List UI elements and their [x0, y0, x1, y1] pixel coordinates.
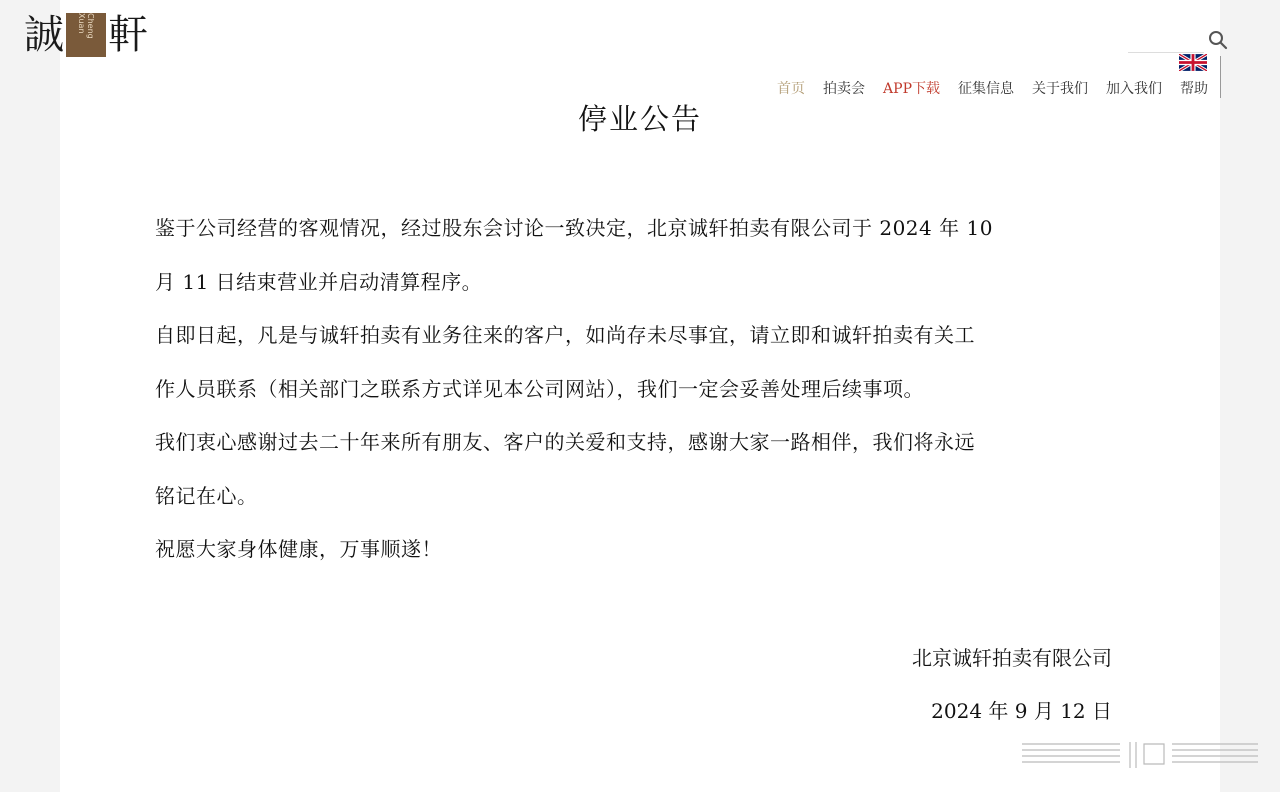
logo-char-left: 誠 [24, 12, 64, 58]
nav-about[interactable]: 关于我们 [1032, 81, 1088, 97]
nav-consignment[interactable]: 征集信息 [958, 81, 1014, 97]
signature-block [912, 632, 1112, 738]
nav-auctions[interactable]: 拍卖会 [823, 81, 866, 97]
search-icon[interactable] [1208, 30, 1228, 50]
decorative-lines [1022, 740, 1258, 772]
notice-line: 祝愿大家身体健康，万事顺遂！ [155, 537, 442, 561]
signature-company: 北京诚轩拍卖有限公司 [912, 646, 1112, 670]
uk-flag-icon[interactable] [1179, 54, 1207, 71]
logo-char-right: 軒 [108, 12, 148, 58]
nav-help[interactable]: 帮助 [1180, 81, 1208, 97]
logo-seal-text: Cheng Xuan [77, 13, 95, 39]
main-nav [777, 78, 1208, 98]
logo[interactable] [24, 10, 148, 60]
header-divider [1220, 56, 1221, 98]
notice-line: 鉴于公司经营的客观情况，经过股东会讨论一致决定，北京诚轩拍卖有限公司于 2024 年 10 [155, 216, 993, 240]
search-input[interactable] [1128, 52, 1204, 53]
page-title: 停业公告 [577, 102, 702, 136]
nav-join[interactable]: 加入我们 [1106, 81, 1162, 97]
notice-line: 自即日起，凡是与诚轩拍卖有业务往来的客户，如尚存未尽事宜，请立即和诚轩拍卖有关工 [155, 323, 975, 347]
notice-line: 铭记在心。 [155, 483, 258, 508]
notice-line: 作人员联系（相关部门之联系方式详见本公司网站），我们一定会妥善处理后续事项。 [155, 376, 924, 401]
notice-line: 月 11 日结束营业并启动清算程序。 [155, 269, 483, 294]
notice-body [155, 202, 1115, 577]
nav-app-download[interactable]: APP下载 [883, 81, 940, 97]
logo-seal [66, 13, 106, 57]
signature-date: 2024 年 9 月 12 日 [931, 699, 1112, 723]
nav-home[interactable]: 首页 [777, 81, 806, 97]
notice-line: 我们衷心感谢过去二十年来所有朋友、客户的关爱和支持，感谢大家一路相伴，我们将永远 [155, 430, 975, 454]
